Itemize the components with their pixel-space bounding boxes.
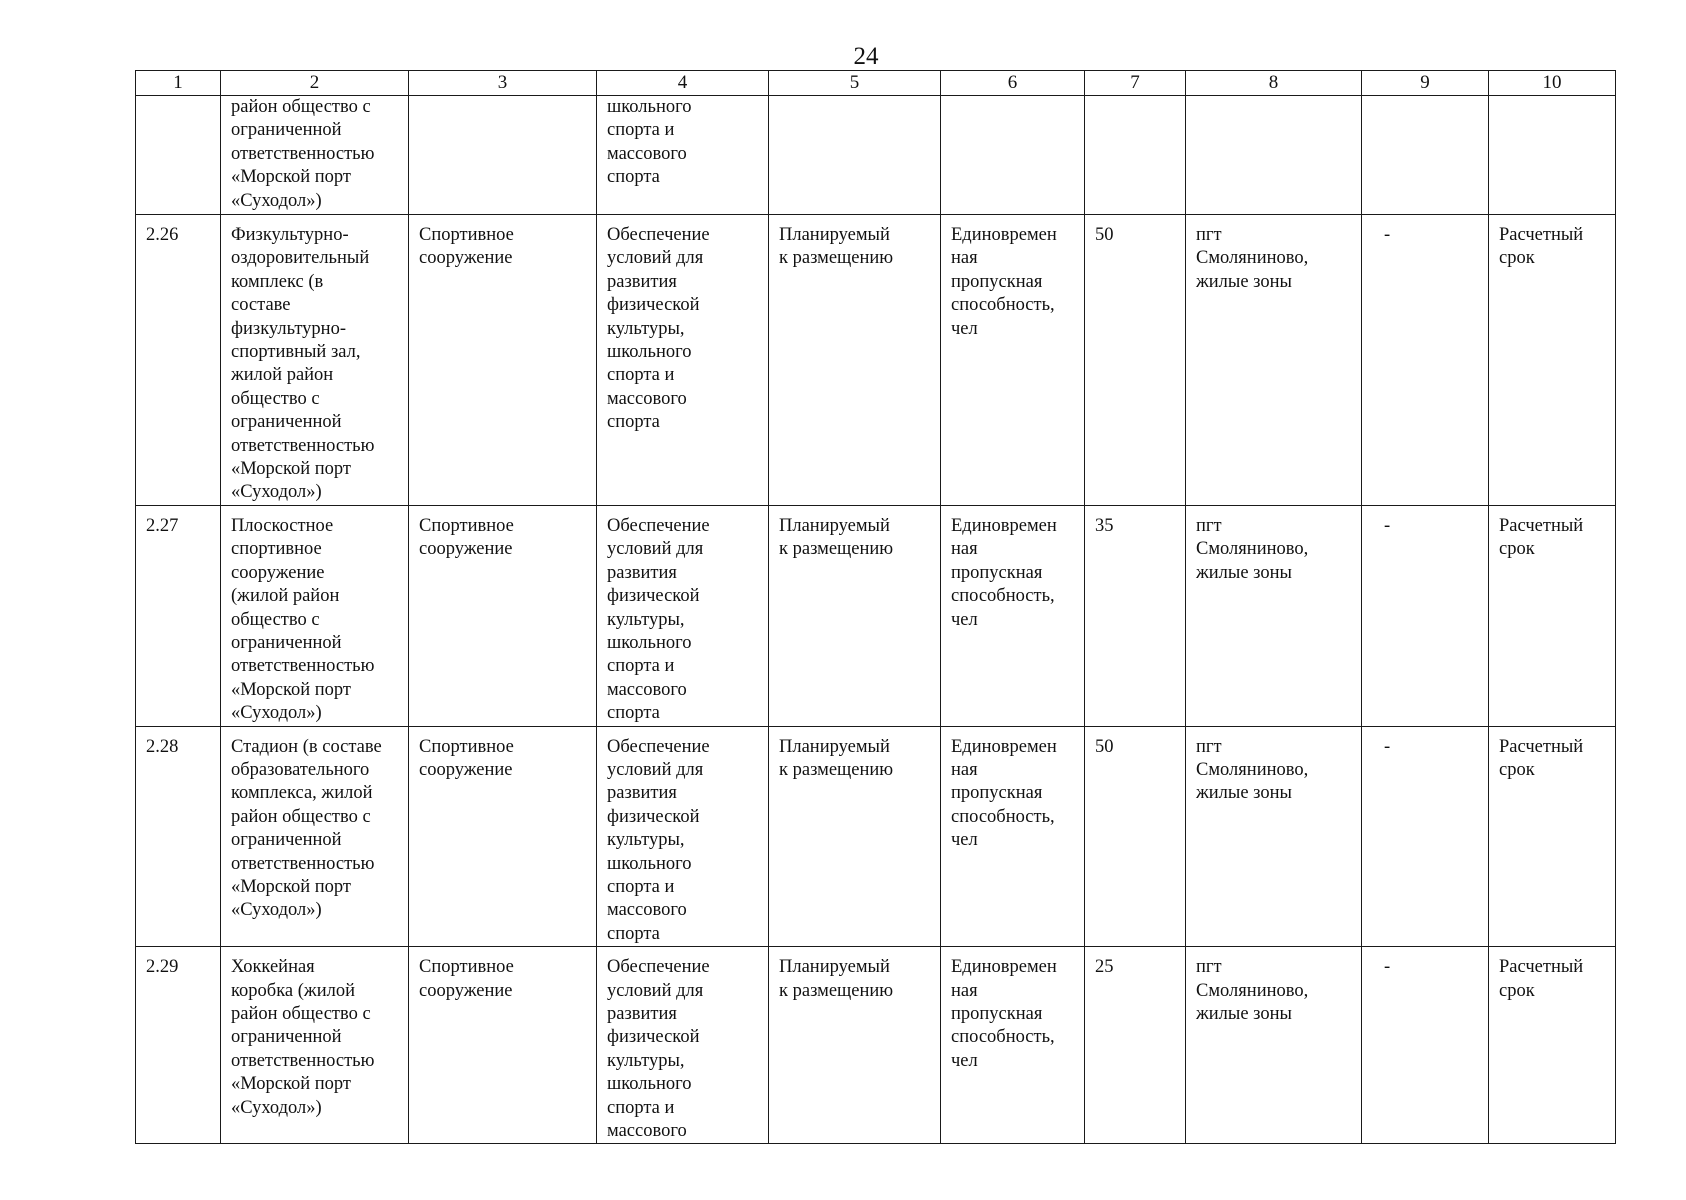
cell-number: 2.26 bbox=[136, 215, 221, 506]
cell-term: Расчетный срок bbox=[1489, 215, 1616, 506]
cell-value bbox=[1085, 96, 1186, 215]
cell-name: Хоккейная коробка (жилой район общество с ограниченной ответственностью «Морской порт «Суходол») bbox=[221, 947, 409, 1144]
cell-name: район общество с ограниченной ответственностью «Морской порт «Суходол») bbox=[221, 96, 409, 215]
cell-number bbox=[136, 96, 221, 215]
column-header: 8 bbox=[1186, 71, 1362, 96]
cell-location: пгт Смоляниново, жилые зоны bbox=[1186, 215, 1362, 506]
table-row bbox=[136, 96, 1616, 215]
cell-characteristic: Единовремен ная пропускная способность, чел bbox=[941, 505, 1085, 726]
cell-zone bbox=[1362, 96, 1489, 215]
cell-zone: - bbox=[1362, 947, 1489, 1144]
cell-characteristic: Единовремен ная пропускная способность, чел bbox=[941, 947, 1085, 1144]
cell-purpose: Обеспечение условий для развития физической культуры, школьного спорта и массового спорта bbox=[597, 505, 769, 726]
cell-location bbox=[1186, 96, 1362, 215]
cell-status bbox=[769, 96, 941, 215]
column-header: 4 bbox=[597, 71, 769, 96]
cell-type: Спортивное сооружение bbox=[409, 726, 597, 947]
cell-name: Стадион (в составе образовательного комплекса, жилой район общество с ограниченной ответственностью «Морской порт «Суходол») bbox=[221, 726, 409, 947]
cell-type bbox=[409, 96, 597, 215]
cell-type: Спортивное сооружение bbox=[409, 947, 597, 1144]
cell-value: 25 bbox=[1085, 947, 1186, 1144]
column-header: 10 bbox=[1489, 71, 1616, 96]
cell-value: 50 bbox=[1085, 215, 1186, 506]
cell-location: пгт Смоляниново, жилые зоны bbox=[1186, 505, 1362, 726]
column-header: 2 bbox=[221, 71, 409, 96]
cell-status: Планируемый к размещению bbox=[769, 215, 941, 506]
cell-characteristic: Единовремен ная пропускная способность, чел bbox=[941, 215, 1085, 506]
cell-location: пгт Смоляниново, жилые зоны bbox=[1186, 947, 1362, 1144]
cell-zone: - bbox=[1362, 726, 1489, 947]
table-row bbox=[136, 215, 1616, 506]
column-header: 9 bbox=[1362, 71, 1489, 96]
column-header: 7 bbox=[1085, 71, 1186, 96]
cell-status: Планируемый к размещению bbox=[769, 726, 941, 947]
table-row bbox=[136, 726, 1616, 947]
cell-zone: - bbox=[1362, 505, 1489, 726]
cell-characteristic: Единовремен ная пропускная способность, чел bbox=[941, 726, 1085, 947]
cell-term: Расчетный срок bbox=[1489, 726, 1616, 947]
cell-purpose: Обеспечение условий для развития физической культуры, школьного спорта и массового спорта bbox=[597, 726, 769, 947]
facilities-table bbox=[135, 70, 1616, 1144]
cell-location: пгт Смоляниново, жилые зоны bbox=[1186, 726, 1362, 947]
column-header: 6 bbox=[941, 71, 1085, 96]
table-row bbox=[136, 505, 1616, 726]
cell-characteristic bbox=[941, 96, 1085, 215]
cell-type: Спортивное сооружение bbox=[409, 505, 597, 726]
cell-zone: - bbox=[1362, 215, 1489, 506]
cell-term bbox=[1489, 96, 1616, 215]
cell-type: Спортивное сооружение bbox=[409, 215, 597, 506]
column-header: 5 bbox=[769, 71, 941, 96]
cell-purpose: Обеспечение условий для развития физической культуры, школьного спорта и массового bbox=[597, 947, 769, 1144]
cell-status: Планируемый к размещению bbox=[769, 947, 941, 1144]
table-row bbox=[136, 947, 1616, 1144]
cell-number: 2.29 bbox=[136, 947, 221, 1144]
cell-status: Планируемый к размещению bbox=[769, 505, 941, 726]
cell-purpose: Обеспечение условий для развития физической культуры, школьного спорта и массового спорта bbox=[597, 215, 769, 506]
cell-purpose: школьного спорта и массового спорта bbox=[597, 96, 769, 215]
cell-number: 2.28 bbox=[136, 726, 221, 947]
cell-term: Расчетный срок bbox=[1489, 505, 1616, 726]
page-number: 24 bbox=[853, 43, 879, 70]
cell-value: 35 bbox=[1085, 505, 1186, 726]
cell-name: Плоскостное спортивное сооружение (жилой район общество с ограниченной ответственностью «Морской порт «Суходол») bbox=[221, 505, 409, 726]
column-header: 1 bbox=[136, 71, 221, 96]
column-header: 3 bbox=[409, 71, 597, 96]
cell-number: 2.27 bbox=[136, 505, 221, 726]
cell-value: 50 bbox=[1085, 726, 1186, 947]
cell-term: Расчетный срок bbox=[1489, 947, 1616, 1144]
cell-name: Физкультурно- оздоровительный комплекс (в составе физкультурно- спортивный зал, жилой район общество с ограниченной ответственностью «Морской порт «Суходол») bbox=[221, 215, 409, 506]
table-header-row bbox=[136, 71, 1616, 96]
